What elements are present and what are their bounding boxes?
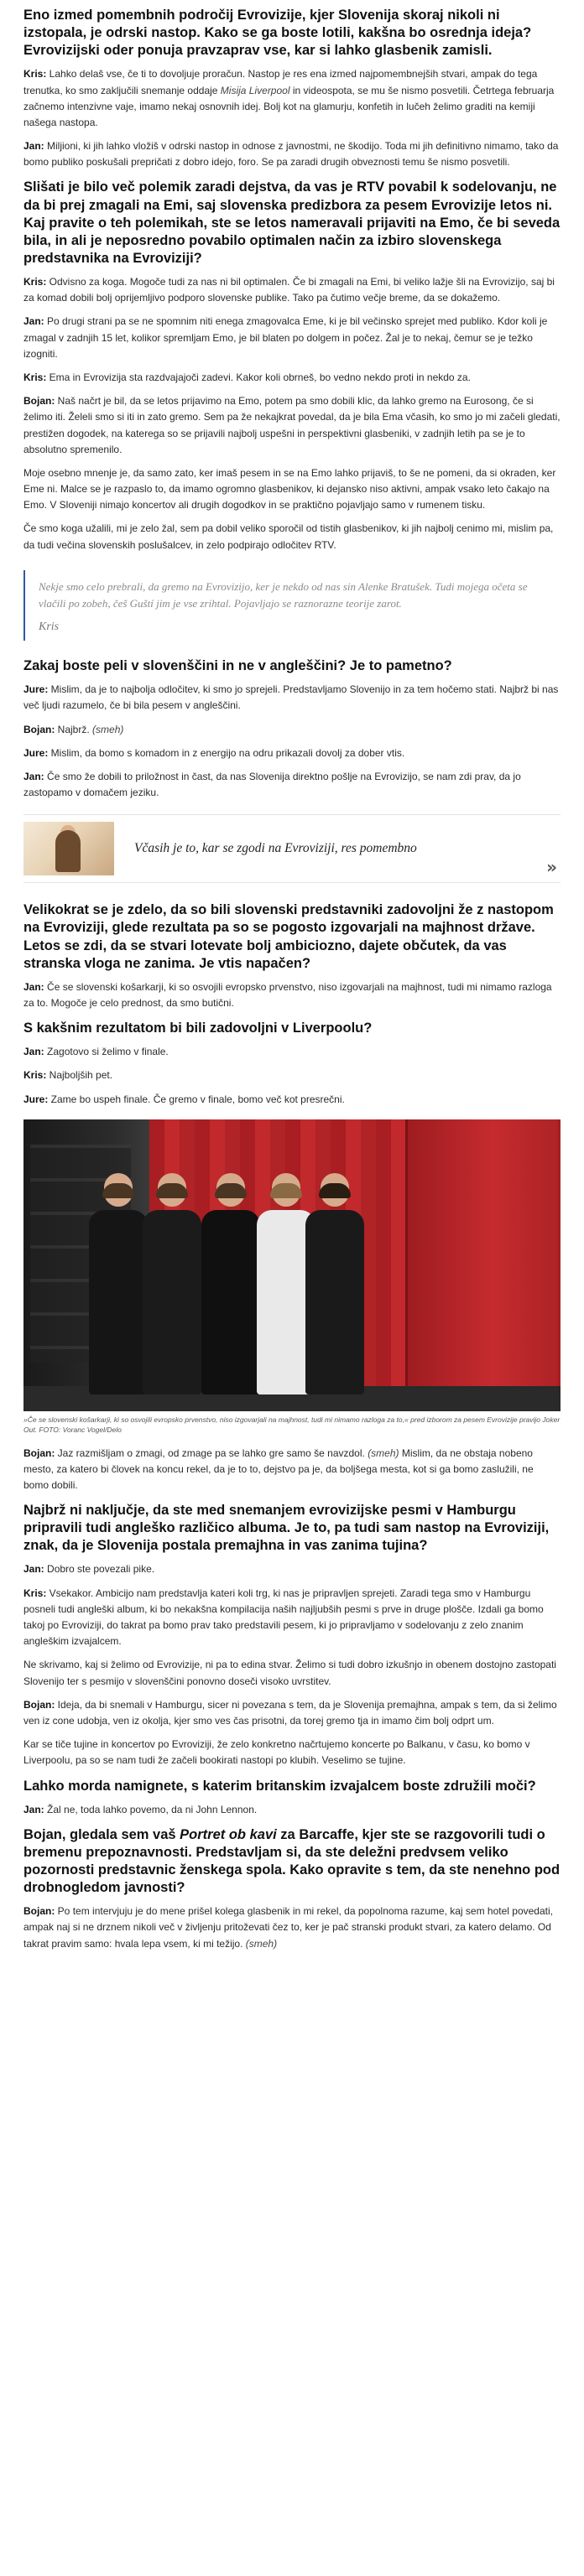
answer-text: Žal ne, toda lahko povemo, da ni John Lennon. [44,1803,258,1815]
speaker-name: Kris: [23,68,47,80]
interview-answer [23,465,561,514]
interview-answer [23,1446,561,1494]
question-italic: Portret ob kavi [180,1826,277,1842]
answer-text: Mislim, da ne obstaja nobeno mesto, za katero bi človek na koncu rekel, da je to to, dejstvo pa je, da boljšega mesta, kot si ga bomo zaslužili, ne bomo dobili. [23,1446,534,1491]
qa-block [23,179,561,553]
interview-answer [23,722,561,738]
answer-text: Jaz razmišljam o zmagi, od zmage pa se lahko gre samo še navzdol. [55,1446,368,1459]
answer-text: Odvisno za koga. Mogoče tudi za nas ni bil optimalen. Če bi zmagali na Emi, bi veliko lažje šli na Evrovizijo, saj bi za komad dobili bolj oprijemljivo podporo slovenske publike. Tako pa čutimo večje breme, da se dokažemo. [23,276,555,304]
interview-answer [23,138,561,170]
answer-text: Po drugi strani pa se ne spomnim niti enega zmagovalca Eme, ki je bil večinsko sprejet med publiko. Kdor koli je zmagal v zadnjih 15 let, kolikor spremljam Emo, je bil blaten po dolgem in počez. Žal je to nekaj, čemur se je težko izogniti. [23,315,548,360]
speaker-name: Jan: [23,1563,44,1576]
speaker-name: Jure: [23,746,49,759]
interview-question: Zakaj boste peli v slovenščini in ne v angleščini? Je to pametno? [23,658,452,674]
quote-text: Nekje smo celo prebrali, da gremo na Evrovizijo, ker je nekdo od nas sin Alenke Bratušek. Tudi mojega očeta se vlačili po zobeh, češ Guští jim je vse zrihtal. Pojavljajo se raznorazne teorije zarot. [39,579,528,610]
interview-question: S kakšnim rezultatom bi bili zadovoljni v Liverpoolu? [23,1021,373,1036]
interview-answer [23,1697,561,1729]
interview-answer [23,1092,561,1108]
interview-answer [23,1586,561,1650]
speaker-name: Bojan: [23,723,55,735]
interview-answer [23,393,561,458]
interview-answer [23,1737,561,1768]
answer-text: Po tem intervjuju je do mene prišel kolega glasbenik in mi rekel, da popolnoma razume, kaj sem hotel povedati, ampak naj si ne drznem nikoli več v življenju pritoževati čez to, ker je pač stranski produkt stvari, za katero delamo. Od takrat pravim samo: hvala lepa vsem, ki mi težijo. [23,1905,553,1950]
answer-text: Ideja, da bi snemali v Hamburgu, sicer ni povezana s tem, da je Slovenija premajhna, ampak s tem, da si želimo ven iz cone udobja, ven iz okolja, kjer smo ves čas prisotni, da torej gremo tja in imamo čim bolj odprt um. [23,1698,557,1727]
interview-question: Velikokrat se je zdelo, da so bili slovenski predstavniki zadovoljni že z nastopom na Evroviziji, glede rezultata pa so se pogosto izgovarjali na majhnost države. Letos se zdi, da se stvari lotevate bolj ambiciozno, dajete občutek, da vas stranska vloga ne zanima. Je vtis napačen? [23,902,554,971]
speaker-name: Jan: [23,1046,44,1058]
speaker-name: Kris: [23,276,47,288]
interview-answer [23,1067,561,1083]
interview-answer [23,370,561,386]
answer-text: Zagotovo si želimo v finale. [44,1046,169,1058]
speaker-name: Kris: [23,371,47,383]
interview-answer [23,769,561,801]
qa-block [23,1826,561,1952]
question-text: Bojan, gledala sem vaš [23,1826,180,1842]
answer-text: Zame bo uspeh finale. Če gremo v finale, bomo več kot presrečni. [48,1093,345,1105]
speaker-name: Jan: [23,770,44,782]
interview-question [23,1826,561,1897]
interview-question: Slišati je bilo več polemik zaradi dejstva, da vas je RTV povabil k sodelovanju, ne da bi prej zmagali na Emi, saj slovenska predizbora za pesem Evrovizije letos ni. Kaj pravite o teh polemikah, ste se letos nameravali prijaviti na Emo, če bi seveda bila, in ali je neposredno povabilo optimalen način za izbiro slovenskega predstavnika na Evroviziji? [23,179,561,266]
answer-text: Vsekakor. Ambicijo nam predstavlja kateri koli trg, ki nas je pripravljen sprejeti. Zaradi tega smo v Hamburgu posneli tudi angleški album, ki bo nekakšna kompilacija naših najljubših pesmi s prve in druge plošče. Izdali ga bomo takoj po Evroviziji, do takrat pa bomo prav tako predstavili pesem, ki jo pripravljamo v sodelovanju z zelo znanim angleškim izvajalcem. [23,1587,544,1648]
answer-text: Naš načrt je bil, da se letos prijavimo na Emo, potem pa smo dobili klic, da lahko gremo na Eurosong, če si želimo iti. Želeli smo si iti in zato gremo. Sem pa že nekajkrat povedal, da je bila Ema včasih, ko smo jo mi začeli gledati, prestižen dogodek, na katerega so se prijavili najbolj uspešni in perspektivni glasbeniki, v zadnjih letih pa se je to absolutno spremenilo. [23,395,561,455]
answer-text: Najbrž. [55,723,93,735]
related-article-link[interactable] [23,814,561,883]
answer-text: Mislim, da bomo s komadom in z energijo na odru prikazali dovolj za dober vtis. [48,746,405,759]
answer-text: Kar se tiče tujine in koncertov po Evroviziji, že zelo konkretno načrtujemo koncerte po Balkanu, v času, ko bomo v Liverpoolu, pa so se nam tudi že začeli bookirati nastopi po klubih. Veselimo se tujine. [23,1738,530,1767]
qa-block [23,1020,561,1108]
interview-answer [23,1044,561,1060]
speaker-name: Bojan: [23,1446,55,1459]
speaker-name: Jan: [23,1803,44,1815]
article-figure [23,1119,561,1436]
interview-answer [23,314,561,362]
answer-text: Dobro ste povezali pike. [44,1563,155,1576]
answer-text: Ne skrivamo, kaj si želimo od Evrovizije, ni pa to edina stvar. Želimo si tudi dobro izkušnjo in obenem dostojno zastopati Slovenijo ter s pesmijo v slovenščini ponovno doseči visoko uvrstitev. [23,1659,556,1687]
answer-text: Lahko delaš vse, če ti to dovoljuje proračun. Nastop je res ena izmed najpomembnejših stvari, ampak do tega trenutka, ko smo zaključili snemanje oddaje [23,68,538,96]
speaker-name: Jan: [23,140,44,153]
answer-italic: (smeh) [92,723,124,735]
article-body [12,0,572,1971]
interview-answer [23,66,561,131]
related-article-thumbnail[interactable] [23,822,114,875]
speaker-name: Bojan: [23,1698,55,1711]
answer-text: Miljioni, ki jih lahko vložiš v odrski nastop in odnose z javnostmi, ne škodijo. Toda mi jih definitivno nimamo, tako da bomo publiko poskušali prepričati z dobro idejo, foro. Se pa zaradi drugih obveznosti temu še nismo posvetili. [23,140,559,169]
answer-text: Najboljših pet. [46,1069,113,1082]
answer-text: Če se slovenski košarkarji, ki so osvojili evropsko prvenstvo, niso izgovarjali na majhnost, tudi mi nimamo razloga za to. Mogoče je celo prednost, da smo butični. [23,980,552,1009]
answer-italic: (smeh) [368,1446,399,1459]
interview-answer [23,1802,561,1818]
interview-question: Lahko morda namignete, s katerim britanskim izvajalcem boste združili moči? [23,1778,536,1794]
answer-text: Mislim, da je to najbolja odločitev, ki smo jo sprejeli. Predstavljamo Slovenijo in za tem hočemo stati. Najbrž bi nas več ljudi razumelo, če bi bila pesem v angleščini. [23,683,559,712]
quote-author: Kris [39,621,60,634]
interview-answer [23,521,561,553]
interview-question: Eno izmed pomembnih področij Evrovizije, kjer Slovenija skoraj nikoli ni izstopala, je odrski nastop. Kako se ga boste lotili, kakšna bo osrednja ideja? Evrovizijski oder ponuja pravzaprav vse, kar si lahko glasbenik zamisli. [23,8,532,59]
qa-block [23,1502,561,1768]
question-text: za Barcaffe, kjer ste se razgovorili tudi o bremenu prepoznavnosti. Predstavljam si, da ste deležni predvsem veliko pozornosti predstavnic ženskega spola. Kako opravite s tem, da ste nenehno pod drobnogledom javnosti? [23,1826,561,1896]
speaker-name: Bojan: [23,1905,55,1918]
related-article-title[interactable]: Včasih je to, kar se zgodi na Evroviziji, res pomembno [134,841,417,856]
answer-text: Če smo koga užalili, mi je zelo žal, sem pa dobil veliko sporočil od tistih glasbenikov, ki jih najbolj cenimo mi, mislim pa, da tudi večina slovenskih poslušalcev, in zelo podpirajo odločitev RTV. [23,522,554,551]
speaker-name: Kris: [23,1069,47,1082]
interview-answer [23,682,561,714]
interview-answer [23,274,561,306]
speaker-name: Jure: [23,1093,49,1105]
speaker-name: Kris: [23,1587,47,1599]
band-photo [23,1119,561,1411]
photo-caption: »Če se slovenski košarkarji, ki so osvojili evropsko prvenstvo, niso izgovarjali na majhnost, tudi mi nimamo razloga za to,« pred izborom za pesem Evrovizije pravijo Joker Out. FOTO: Voranc Vogel/Delo [23,1415,561,1434]
answer-text: Če smo že dobili to priložnost in čast, da nas Slovenija direktno pošlje na Evrovizijo, se nam zdi prav, da jo zastopamo v domačem jeziku. [23,770,521,799]
interview-question: Najbrž ni naključje, da ste med snemanjem evrovizijske pesmi v Hamburgu pripravili tudi angleško različico albuma. Je to, pa tudi sam nastop na Evroviziji, znak, da je Slovenija postala premajhna in vas zanima tujina? [23,1503,550,1554]
interview-answer [23,1903,561,1952]
answer-italic: Misija Liverpool [220,84,290,96]
qa-block [23,7,561,170]
qa-block [23,1778,561,1818]
answer-text: Ema in Evrovizija sta razdvajajoči zadevi. Kakor koli obrneš, bo vedno nekdo proti in nekdo za. [46,371,471,383]
answer-text: in videospota, se mu še nismo posvetili. Četrtega februarja začnemo intenzivne vaje, imamo nekaj osnovnih idej. Bolj kot na glamurju, konfetih in lučeh želimo graditi na kemiji našega nastopa. [23,84,555,128]
qa-block [23,657,561,801]
qa-block [23,1446,561,1494]
speaker-name: Jan: [23,315,44,328]
qa-block [23,901,561,1011]
interview-answer [23,745,561,761]
answer-text: Moje osebno mnenje je, da samo zato, ker imaš pesem in se na Emo lahko prijaviš, to še ne pomeni, da si okraden, ker Eme ni. Malce se je razpaslo to, da imamo ogromno glasbenikov, ki dejansko niso aktivni, ampak vsako leto čakajo na Emo. V Sloveniji nimajo koncertov ali drugih dogodkov in se praktično pojavljajo samo v rumenem tisku. [23,466,556,512]
pull-quote [23,570,561,641]
interview-answer [23,979,561,1011]
interview-answer [23,1657,561,1689]
speaker-name: Jan: [23,980,44,993]
interview-answer [23,1561,561,1577]
speaker-name: Jure: [23,683,49,696]
answer-italic: (smeh) [245,1937,278,1950]
double-chevron-right-icon[interactable]: » [546,857,557,878]
speaker-name: Bojan: [23,395,55,408]
